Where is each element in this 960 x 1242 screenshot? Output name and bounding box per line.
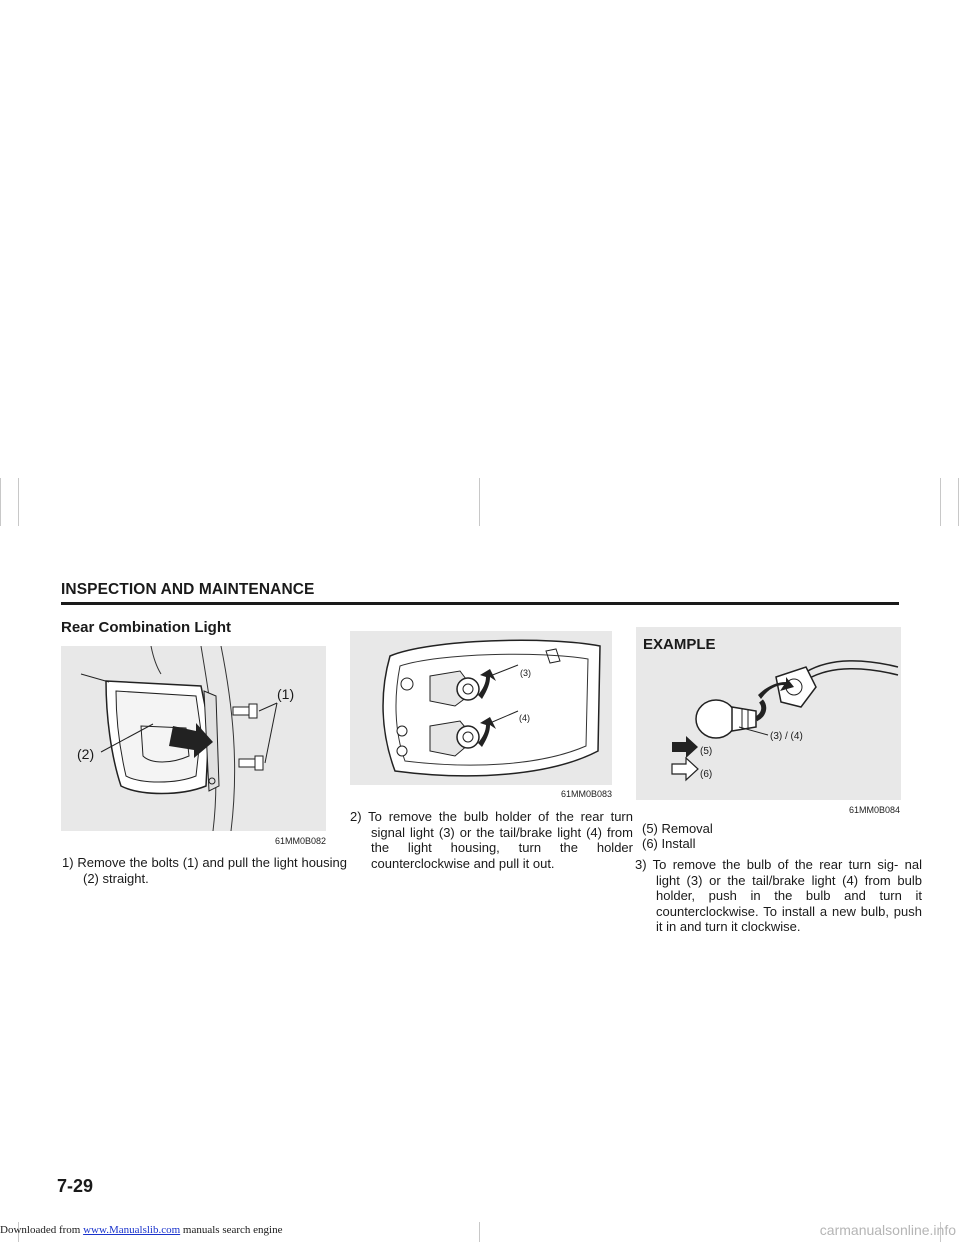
- step-text: 2) To remove the bulb holder of the rear turn signal light (3) or the tail/brake light (4) from the light housing, turn the holder counterclockwise and pull it out.: [350, 809, 633, 871]
- figure-bulb-replacement-example: [636, 627, 901, 800]
- figure-code: 61MM0B082: [274, 836, 326, 846]
- crop-mark: [18, 478, 19, 526]
- footer-suffix: manuals search engine: [180, 1224, 283, 1236]
- callout-label: (1): [277, 686, 295, 702]
- crop-mark: [479, 1222, 480, 1242]
- page-number: 7-29: [57, 1176, 94, 1196]
- callout-label: (3): [520, 668, 531, 678]
- callout-label: (3) / (4): [770, 731, 803, 742]
- callout-label: (4): [519, 713, 530, 723]
- bolt-icon: [239, 756, 263, 770]
- step-text: 1) Remove the bolts (1) and pull the light housing (2) straight.: [62, 855, 347, 886]
- step-text: 3) To remove the bulb of the rear turn sig- nal light (3) or the tail/brake light (4) from bulb holder, push in the bulb and turn it counterclockwise. To install a new bulb, push it in and turn it clockwise.: [635, 857, 922, 934]
- bulb-icon: [696, 700, 756, 738]
- figure-light-housing-removal: [61, 646, 326, 831]
- legend-item: (5) Removal: [642, 821, 713, 836]
- section-title: INSPECTION AND MAINTENANCE: [61, 581, 315, 598]
- figure-code: 61MM0B083: [560, 789, 612, 799]
- callout-label: (5): [700, 746, 713, 757]
- watermark: carmanualsonline.info: [819, 1222, 956, 1238]
- light-housing-illustration: [61, 646, 326, 831]
- header-rule: [61, 602, 899, 605]
- callout-label: (2): [77, 746, 95, 762]
- legend-list: [642, 821, 713, 851]
- manualslib-link[interactable]: www.Manualslib.com: [83, 1224, 181, 1236]
- page-subtitle: Rear Combination Light: [61, 619, 231, 636]
- download-footer: [0, 1224, 282, 1236]
- bolt-icon: [233, 704, 257, 718]
- removal-arrow-icon: [672, 736, 698, 758]
- figure-code: 61MM0B084: [848, 805, 900, 815]
- figure-bulb-holder-removal: [350, 631, 612, 785]
- crop-mark: [0, 478, 1, 526]
- figure-heading: EXAMPLE: [643, 636, 716, 653]
- bulb-socket-icon: [457, 726, 479, 748]
- callout-label: (6): [700, 769, 713, 780]
- crop-mark: [479, 478, 480, 526]
- bulb-socket-icon: [457, 678, 479, 700]
- crop-mark: [958, 478, 959, 526]
- bulb-holder-illustration: [350, 631, 612, 785]
- install-arrow-icon: [672, 758, 698, 780]
- legend-item: (6) Install: [642, 836, 696, 851]
- crop-mark: [940, 478, 941, 526]
- footer-prefix: Downloaded from: [0, 1224, 84, 1236]
